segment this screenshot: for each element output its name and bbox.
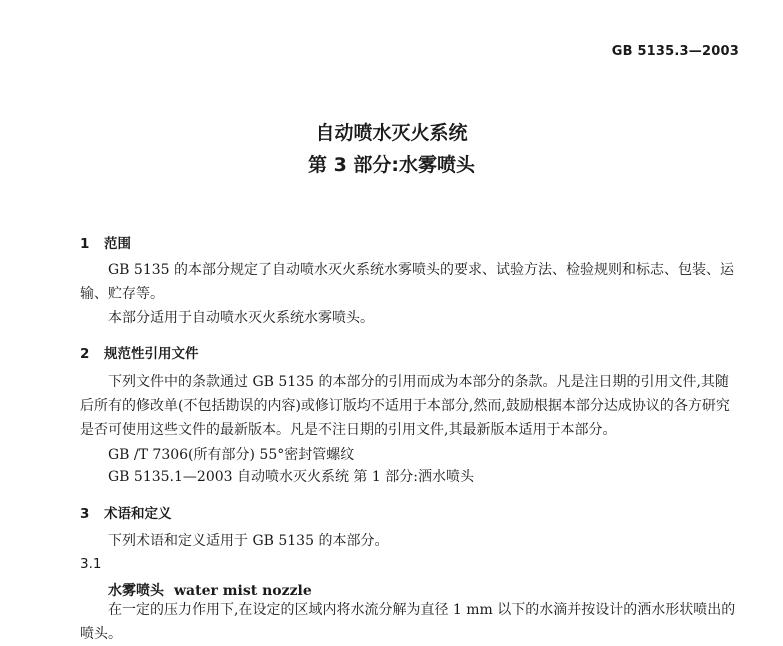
term-english: water mist nozzle [174,583,312,599]
section-3-paragraph-1: 下列术语和定义适用于 GB 5135 的本部分。 [108,533,389,549]
section-1-paragraph-1: GB 5135 的本部分规定了自动喷水灭火系统水雾喷头的要求、试验方法、检验规则和标志、包装、运输、贮存等。 [80,262,734,302]
section-number: 1 [80,236,90,252]
section-2-heading [80,342,199,362]
standard-number: GB 5135.3—2003 [611,44,739,59]
section-1-paragraph-2: 本部分适用于自动喷水灭火系统水雾喷头。 [108,310,374,326]
section-title: 术语和定义 [104,506,172,522]
document-title: 自动喷水灭火系统 [315,122,468,144]
term-chinese: 水雾喷头 [108,583,164,599]
section-title: 范围 [104,236,131,252]
section-1-heading [80,232,131,252]
section-number: 3 [80,506,90,522]
section-number: 2 [80,346,90,362]
term-definition: 在一定的压力作用下,在设定的区域内将水流分解为直径 1 mm 以下的水滴并按设计的洒水形状喷出的喷头。 [80,602,736,642]
subsection-number: 3.1 [80,556,102,572]
section-title: 规范性引用文件 [104,346,199,362]
section-3-heading [80,502,172,522]
section-2-paragraph-1: 下列文件中的条款通过 GB 5135 的本部分的引用而成为本部分的条款。凡是注日期的引用文件,其随后所有的修改单(不包括勘误的内容)或修订版均不适用于本部分,然而,鼓励根据本部分达成协议的各方研究是否可使用这些文件的最新版本。凡是不注日期的引用文件,其最新版本适用于本部分。 [80,374,730,438]
reference-1: GB /T 7306(所有部分) 55°密封管螺纹 [108,447,355,463]
reference-2: GB 5135.1—2003 自动喷水灭火系统 第 1 部分:洒水喷头 [108,469,474,485]
term-entry [108,580,312,600]
document-subtitle: 第 3 部分:水雾喷头 [307,154,476,176]
